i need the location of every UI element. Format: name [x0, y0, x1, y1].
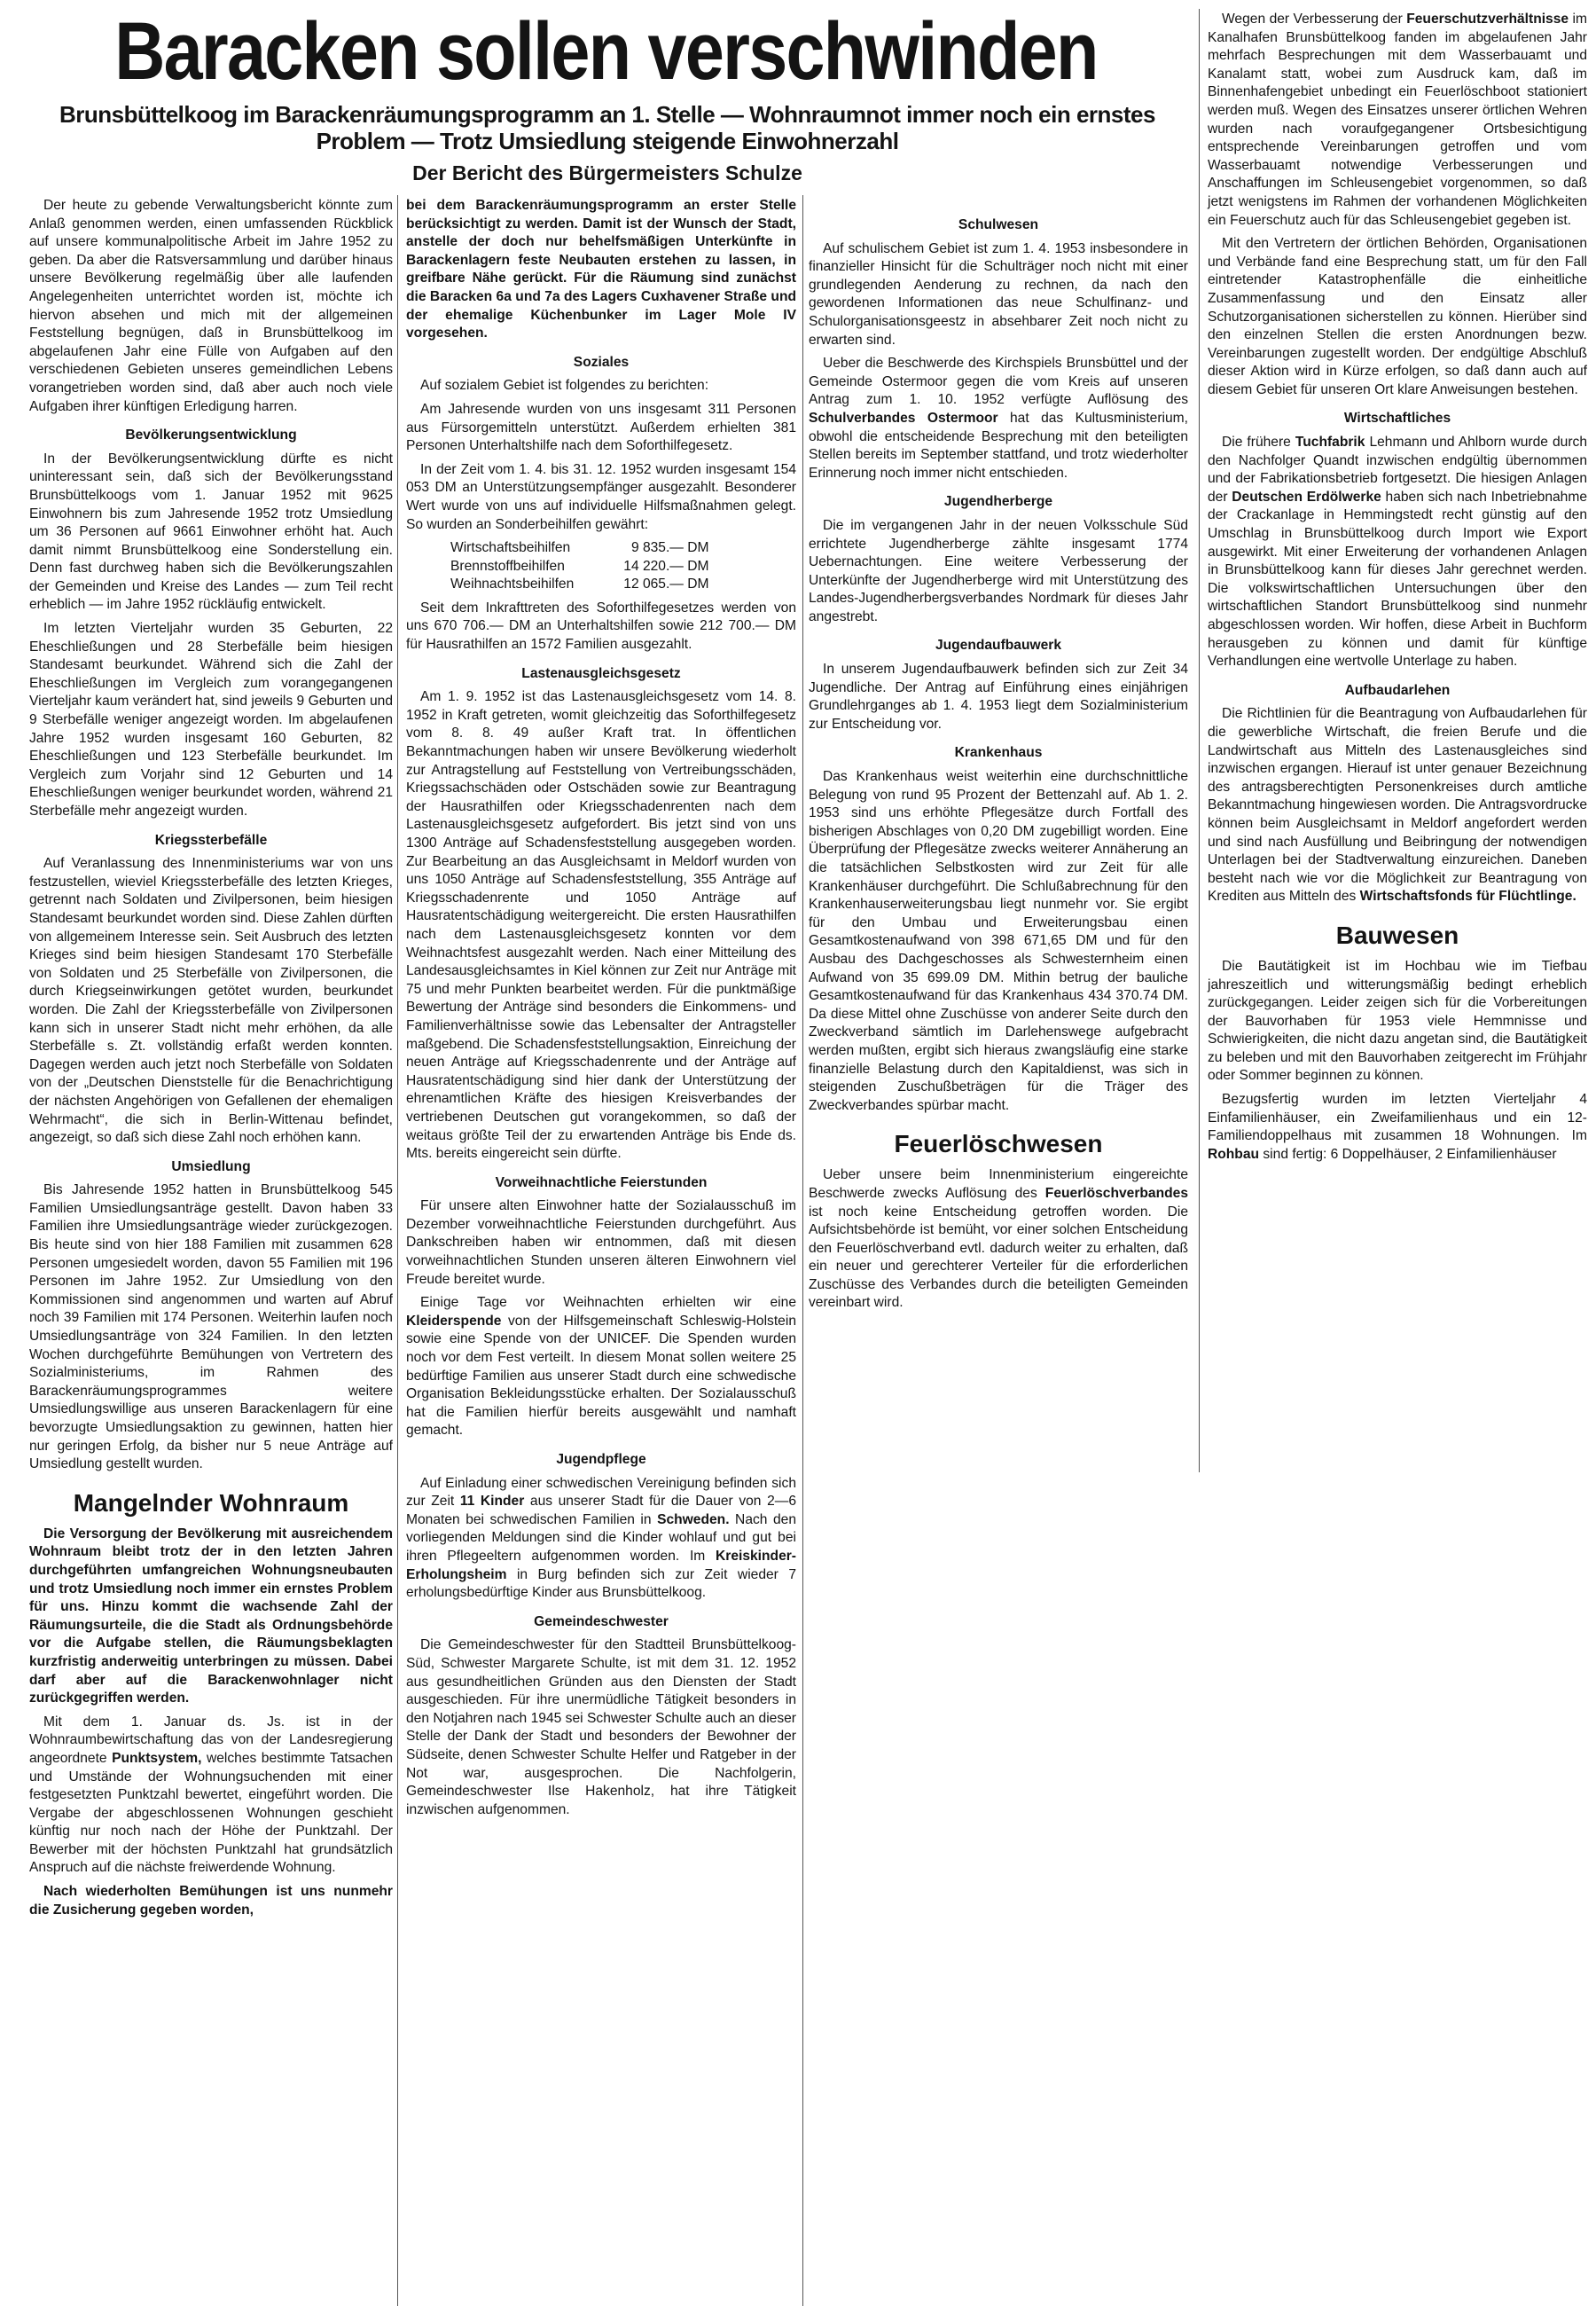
subsection-heading: Bevölkerungsentwicklung — [125, 428, 297, 443]
allowance-amount: 12 065.— DM — [623, 577, 709, 592]
subsection-heading: Gemeindeschwester — [534, 1613, 669, 1629]
headline-container — [16, 5, 1195, 98]
subsection-heading: Kriegssterbefälle — [154, 832, 268, 848]
bold-text-run: Feuerschutzverhältnisse — [1406, 12, 1569, 27]
subsection-heading: Aufbaudarlehen — [1344, 682, 1451, 698]
section-title: Bauwesen — [1335, 921, 1459, 949]
allowance-table — [450, 539, 715, 594]
table-row — [450, 539, 715, 558]
text-run: Auf Veranlassung des Innenministeriums war von uns festzustellen, wieviel Kriegssterbefälle des letzten Krieges, getrennt nach Soldaten und Zivilpersonen, beim hiesigen Standesamt beurkundet worden sind. Diese Zahlen dürften von allgemeinem Interesse sein. Seit Ausbruch des letzten Krieges sind beim hiesigen Standesamt 170 Sterbefälle von Soldaten und 25 Sterbefälle von Zivilpersonen, die durch Kriegseinwirkungen getötet wurden, beurkundet worden. Die Zahl der Kriegssterbefälle von Zivilpersonen kann sich in unserer Stadt nicht mehr erhöhen, da alle Sterbefälle s. Zt. vollständig erfaßt werden konnten. Dagegen werden auch jetzt noch Sterbefälle von Soldaten von der „Deutschen Dienststelle für die Benachrichtigung der nächsten Angehörigen von Gefallenen der ehemaligen Wehrmacht“, die sich in Berlin-Wittenau befindet, angezeigt, so daß sich diese Zahl noch erhöhen kann. — [29, 856, 393, 1146]
subsection-heading: Lastenausgleichsgesetz — [521, 665, 681, 681]
text-run: aus unserer Stadt für die Dauer von 2—6 Monaten bei schwedischen Familien in — [406, 1494, 797, 1527]
text-run: Einige Tage vor Weihnachten erhielten wir eine — [420, 1295, 796, 1311]
text-run: In der Zeit vom 1. 4. bis 31. 12. 1952 wurden insgesamt 154 053 DM an Unterstützungsempfänger ausgezahlt. Besonderer Wert wurde von uns auf individuelle Hilfsmaßnahmen gelegt. So wurden an Sonderbeihilfen gewährt: — [406, 461, 796, 532]
paragraph — [809, 517, 1188, 627]
bold-text-run: Tuchfabrik — [1295, 435, 1365, 451]
text-run: Für unsere alten Einwohner hatte der Sozialausschuß im Dezember vorweihnachtliche Feierstunden durchgeführt. Aus Dankschreiben haben wir entnommen, daß mit diesen vorweihnachtlichen Stunden unseren älteren Einwohnern viel Freude bereitet wurde. — [406, 1198, 796, 1287]
bold-text-run: Kleiderspende — [406, 1313, 502, 1329]
subsection-heading: Umsiedlung — [171, 1158, 251, 1174]
column-rule — [1199, 9, 1200, 1472]
text-run: Die im vergangenen Jahr in der neuen Volksschule Süd errichtete Jugendherberge zählte insgesamt 1774 Uebernachtungen. Eine weitere Verbesserung der Unterkünfte der Jugendherberge wird mit Unterstützung des Landes-Jugendherbergsverbandes Nordmark für dieses Jahr angestrebt. — [809, 517, 1188, 624]
paragraph — [406, 600, 796, 655]
text-run: In unserem Jugendaufbauwerk befinden sich zur Zeit 34 Jugendliche. Der Antrag auf Einführung eines einjährigen Grundlehrganges ab 1. 4. 1953 liegt dem Sozialministerium zur Entscheidung vor. — [809, 662, 1188, 732]
article-column-1 — [29, 197, 393, 1925]
text-run: bei dem Barackenräumungsprogramm an erster Stelle berücksichtigt zu werden. Damit ist der Wunsch der Stadt, anstelle der doch nur behelfsmäßigen Unterkünfte in Barackenlagern feste Neubauten erstehen zu lassen, in greifbare Nähe gerückt. Für die Räumung sind zunächst die Baracken 6a und 7a des Lagers Cuxhavener Straße und der ehemalige Küchenbunker im Lager Mole IV vorgesehen. — [406, 198, 796, 341]
text-run: Die Versorgung der Bevölkerung mit ausreichendem Wohnraum bleibt trotz der in den letzten Jahren durchgeführten umfangreichen Wohnungsneubauten und trotz Umsiedlung noch immer ein ernstes Problem für uns. Hinzu kommt die wachsende Zahl der Räumungsurteile, die die Stadt als Ordnungsbehörde vor die Aufgabe stellen, die Räumungsbeklagten kurzfristig anderweitig unterbringen zu müssen. Dabei darf aber auf die Barackenwohnlager nicht zurückgegriffen werden. — [29, 1526, 393, 1706]
article-column-2 — [406, 197, 796, 1824]
text-run: haben sich nach Inbetriebnahme der Crackanlage in Hemmingstedt recht günstig auf den Umschlag in Brunsbüttelkoog durch Import wie Export ausgewirkt. Mit einer Erweiterung der vorhandenen Anlagen in Brunsbüttelkoog kann für dieses Jahr gerechnet werden. Die volkswirtschaftlichen Untersuchungen über den wirtschaftlichen Standort Brunsbüttelkoog sind nunmehr abgeschlossen worden. Wir hoffen, diese Arbeit in Buchform herausgeben zu können und damit für künftige Verhandlungen eine wertvolle Unterlage zu haben. — [1208, 489, 1588, 670]
text-run: Auf Einladung einer schwedischen Vereinigung befinden sich zur Zeit — [406, 1475, 796, 1510]
text-run: sind fertig: 6 Doppelhäuser, 2 Einfamilienhäuser — [1259, 1146, 1557, 1162]
bold-text-run: Schweden. — [657, 1511, 730, 1527]
paragraph — [1208, 958, 1587, 1086]
text-run: Die frühere — [1222, 435, 1295, 451]
bold-text-run: Deutschen Erdölwerke — [1232, 489, 1381, 505]
paragraph — [406, 1636, 796, 1819]
text-run: In der Bevölkerungsentwicklung dürfte es nicht uninteressant sein, daß sich der Bevölkerungsstand Brunsbüttelkoogs vom 1. Januar 1952 mit 9625 Einwohnern bis zum Jahresende 1952 trotz Umsiedlung um 36 Personen auf 9661 Einwohner erhöht hat. Auch damit nimmt Brunsbüttelkoog eine Sonderstellung ein. Denn fast durchweg haben sich die Bevölkerungszahlen der Gemeinden und Kreise des Landes — zum Teil recht erheblich — im Jahre 1952 rückläufig entwickelt. — [29, 451, 393, 613]
section-title: Mangelnder Wohnraum — [73, 1488, 349, 1517]
text-run: im Kanalhafen Brunsbüttelkoog fanden im abgelaufenen Jahr mehrfach Besprechungen mit dem Wasserbauamt und Kanalamt statt, wobei zum Ausdruck kam, daß im Binnenhafengebiet unbedingt ein Feuerlöschboot stationiert werden muß. Wegen des Einsatzes unserer örtlichen Wehren wurden nach voraufgegangener Ortsbesichtigung entsprechende Vereinbarungen getroffen und vom Wasserbauamt notwendige Verbesserungen und Anschaffungen im Schleusengebiet vorgenommen, so daß jetzt wenigstens im Rahmen der vorhandenen Möglichkeiten ein Feuerschutz auch für das Schleusengebiet gegeben ist. — [1208, 12, 1587, 228]
paragraph — [406, 401, 796, 456]
text-run: Seit dem Inkrafttreten des Soforthilfegesetzes werden von uns 670 706.— DM an Unterhaltshilfen sowie 212 700.— DM für Hausrathilfen an 1572 Familien ausgezahlt. — [406, 600, 796, 653]
subsection-heading: Vorweihnachtliche Feierstunden — [495, 1174, 708, 1190]
text-run: Wegen der Verbesserung der — [1222, 12, 1407, 27]
allowance-label: Brennstoffbeihilfen — [450, 558, 565, 574]
paragraph — [406, 197, 796, 343]
text-run: von der Hilfsgemeinschaft Schleswig-Holstein sowie eine Spende von der UNICEF. Die Spenden wurden noch vor dem Fest verteilt. In diesem Monat sollen weitere 25 bedürftige Familien aus unserer Stadt durch eine schwedische Organisation Bekleidungsstücke erhalten. Der Sozialausschuß hat die Familien hierfür bereits ausgewählt und namhaft gemacht. — [406, 1313, 796, 1439]
text-run: hat das Kultusministerium, obwohl die entscheidende Besprechung mit den beteiligten Stellen bereits im September stattfand, und trotz wiederholter Erinnerung noch immer nicht entschieden. — [809, 410, 1188, 481]
bold-text-run: Wirtschaftsfonds für Flüchtlinge. — [1359, 889, 1576, 905]
paragraph — [29, 1181, 393, 1474]
paragraph — [406, 461, 796, 534]
text-run: Am 1. 9. 1952 ist das Lastenausgleichsgesetz vom 14. 8. 1952 in Kraft getreten, womit gleichzeitig das Soforthilfegesetz vom 8. 8. 49 außer Kraft trat. In öffentlichen Bekanntmachungen haben wir unsere Bevölkerung wiederholt zur Antragstellung auf Feststellung von Vertreibungsschäden, Kriegssachschäden oder Ostschäden sowie zur Beantragung der Hausrathilfen oder Kriegsschadenrenten nach dem Lastenausgleichsgesetz aufgefordert. Bis jetzt sind von uns 1300 Anträge auf Schadensfeststellung ausgegeben worden. Zur Bearbeitung an das Ausgleichsamt in Meldorf wurden von uns 1050 Anträge auf Schadensfeststellung, 355 Anträge auf Kriegsschadenrente und 1050 Anträge auf Hausratentschädigung weitergereicht. Die ersten Hausrathilfen nach dem Lastenausgleichsgesetz konnten vor dem Weihnachtsfest ausgezahlt werden. Nach einer Mitteilung des Landesausgleichsamtes in Kiel können zur Zeit nur Anträge mit 75 und mehr Punkten bearbeitet werden. Für die punktmäßige Bewertung der Anträge sind besonders die Einkommens- und Familienverhältnisse sowie das Lebensalter der Antragsteller maßgebend. Die Schadensfeststellungsaktion, Einreichung der neuen Anträge auf Kriegsschadenrente und der Anträge auf Hausratentschädigung sind hier dank der Unterstützung der ehrenamtlichen Kräfte des hiesigen Kreisverbandes der vertriebenen Deutschen gut vorangekommen, so daß der weitaus größte Teil der zu erwartenden Anträge bis Ende ds. Mts. bereits eingereicht sein dürfte. — [406, 689, 796, 1162]
bold-text-run: Punktsystem, — [112, 1750, 202, 1766]
subsection-heading: Jugendpflege — [556, 1452, 646, 1467]
paragraph — [29, 1714, 393, 1878]
section-title: Feuerlöschwesen — [894, 1130, 1103, 1158]
bold-text-run: Schulverbandes Ostermoor — [809, 410, 998, 426]
paragraph — [809, 355, 1188, 482]
allowance-label: Wirtschaftsbeihilfen — [450, 540, 571, 556]
subsection-heading: Soziales — [573, 354, 630, 370]
text-run: in Burg befinden sich zur Zeit wieder 7 erholungsbedürftige Kinder aus Brunsbüttelkoog. — [406, 1566, 796, 1601]
paragraph — [809, 240, 1188, 350]
paragraph — [809, 768, 1188, 1115]
allowance-label: Weihnachtsbeihilfen — [450, 577, 575, 592]
subsection-heading: Wirtschaftliches — [1343, 411, 1451, 427]
paragraph — [1208, 235, 1587, 399]
subheadline: Brunsbüttelkoog im Barackenräumungsprogramm an 1. Stelle — Wohnraumnot immer noch ein ernstes Problem — Trotz Umsiedlung steigende Einwohnerzahl — [59, 101, 1155, 154]
paragraph — [29, 197, 393, 416]
article-column-4 — [1208, 11, 1587, 1169]
bold-text-run: Feuerlöschverbandes — [1044, 1185, 1188, 1201]
text-run: Am Jahresende wurden von uns insgesamt 311 Personen aus Fürsorgemitteln unterstützt. Außerdem erhielten 381 Personen Unterhaltshilfe nach dem Soforthilfegesetz. — [406, 401, 796, 454]
subsection-heading: Jugendherberge — [943, 494, 1053, 510]
paragraph — [29, 1883, 393, 1919]
text-run: Ueber unsere beim Innenministerium eingereichte Beschwerde zwecks Auflösung des — [809, 1167, 1188, 1201]
paragraph — [1208, 11, 1587, 230]
paragraph — [406, 1475, 796, 1603]
bold-text-run: 11 Kinder — [459, 1494, 525, 1510]
text-run: Bis Jahresende 1952 hatten in Brunsbüttelkoog 545 Familien Umsiedlungsanträge gestellt. Davon haben 33 Familien ihre Umsiedlungsanträge wieder zurückgezogen. Bis heute sind von hier 188 Familien mit zusammen 628 Personen umgesiedelt worden, davon 55 Familien mit 196 Personen im Jahre 1952. Zur Umsiedlung von den Kommissionen sind angenommen und warten auf Abruf noch 39 Familien mit 174 Personen. Weiterhin laufen noch Umsiedlungsanträge von 324 Familien. In den letzten Wochen durchgeführte Bemühungen von Vertretern des Sozialministeriums, im Rahmen des Barackenräumungsprogrammes weitere Umsiedlungswillige aus unseren Barackenlagern für eine bevorzugte Umsiedlungsaktion zu gewinnen, hatten hier nur geringen Erfolg, da bisher nur 5 neue Anträge auf Umsiedlung gestellt wurden. — [29, 1182, 393, 1472]
text-run: Bezugsfertig wurden im letzten Vierteljahr 4 Einfamilienhäuser, ein Zweifamilienhaus und ein 12-Familiendoppelhaus mit zusammen 18 Wohnungen. Im — [1208, 1092, 1587, 1144]
text-run: Die Richtlinien für die Beantragung von Aufbaudarlehen für die gewerbliche Wirtschaft, die freien Berufe und die Landwirtschaft aus Mitteln des Lastenausgleiches sind inzwischen ergangen. Hierauf ist unter genauer Bezeichnung des antragsberechtigten Personenkreises durch amtliche Bekanntmachung hingewiesen worden. Die Antragsvordrucke können beim Ausgleichsamt in Meldorf angefordert werden und sind nach Ausfüllung und Beibringung der notwendigen Unterlagen bei der Stadtverwaltung einzureichen. Daneben besteht nach wie vor die Möglichkeit zur Beantragung von Krediten aus Mitteln des — [1208, 706, 1587, 905]
paragraph — [1208, 705, 1587, 906]
paragraph — [809, 661, 1188, 733]
paragraph — [1208, 1091, 1587, 1164]
allowance-amount: 14 220.— DM — [623, 558, 709, 574]
table-row — [450, 558, 715, 577]
allowance-amount: 9 835.— DM — [630, 540, 709, 556]
column-rule — [802, 195, 803, 2306]
byline-heading: Der Bericht des Bürgermeisters Schulze — [412, 161, 802, 184]
text-run: Auf schulischem Gebiet ist zum 1. 4. 1953 insbesondere in finanzieller Hinsicht für die Schulträger noch nicht mit einer grundlegenden Aenderung zu rechnen, da nach den gewordenen Informationen das neue Schulfinanz- und Schulorganisationsgeestz in absehbarer Zeit noch nicht zu erwarten sind. — [809, 240, 1188, 348]
text-run: Die Bautätigkeit ist im Hochbau wie im Tiefbau jahreszeitlich und witterungsmäßig bedingt erheblich zurückgegangen. Leider zeigen sich für die Vorbereitungen der Bauvorhaben für 1953 viele Hemmnisse und Schwierigkeiten, die nicht dazu angetan sind, die Bautätigkeit zu beleben und mit den Bauvorhaben zeitgerecht im Frühjahr oder Sommer beginnen zu können. — [1208, 958, 1587, 1084]
bold-text-run: Kreiskinder-Erholungsheim — [406, 1548, 796, 1582]
text-run: welches bestimmte Tatsachen und Umstände der Wohnungsuchenden mit einer festgesetzten Punktzahl bewertet, eingeführt worden. Die Vergabe der abgeschlossenen Wohnungen geschieht künftig nur noch nach der Höhe der Punktzahl. Der Bewerber mit der höchsten Punktzahl hat grundsätzlich Anspruch auf die nächste freiwerdende Wohnung. — [29, 1750, 394, 1876]
text-run: Lehmann und Ahlborn wurde durch den Nachfolger Quandt inzwischen endgültig übernommen und der Fabrikationsbetrieb fortgesetzt. Die hiesigen Anlagen der — [1208, 435, 1587, 505]
headline: Baracken sollen verschwinden — [113, 6, 1098, 97]
subsection-heading: Krankenhaus — [954, 745, 1043, 761]
paragraph — [29, 451, 393, 615]
text-run: Die Gemeindeschwester für den Stadtteil Brunsbüttelkoog-Süd, Schwester Margarete Schulte, ist mit dem 31. 12. 1952 aus gesundheitlichen Gründen aus den Diensten der Stadt ausgeschieden. Für ihre unermüdliche Tätigkeit besonders in den Notjahren nach 1945 sei Schwester Schulte auch an dieser Stelle der Dank der Stadt und besonders der Bewohner der Südseite, denen Schwester Schulte Helfer und Ratgeber in der Not war, ausgesprochen. Die Nachfolgerin, Gemeindeschwester Ilse Hakenholz, hat ihre Tätigkeit inzwischen aufgenommen. — [406, 1637, 796, 1817]
paragraph — [406, 377, 796, 396]
paragraph — [29, 855, 393, 1148]
article-column-3 — [809, 206, 1188, 1318]
text-run: ist noch keine Entscheidung getroffen worden. Die Aufsichtsbehörde ist bemüht, vor einer solchen Entscheidung den Feuerlöschverband evtl. dadurch weiter zu erhalten, daß ein neuer und gerechterer Verteiler für die erforderlichen Zuschüsse des Verbandes durch die beteiligten Gemeinden vereinbart wird. — [809, 1204, 1188, 1311]
paragraph — [29, 1526, 393, 1708]
text-run: Der heute zu gebende Verwaltungsbericht könnte zum Anlaß genommen werden, einen umfassenden Rückblick auf unsere kommunalpolitische Arbeit im Jahre 1952 zu geben. Da aber die Ratsversammlung und darüber hinaus unsere Bevölkerung regelmäßig über alle laufenden Angelegenheiten unterrichtet worden ist, möchte ich hiervon absehen und mich mit der allgemeinen Feststellung begnügen, daß in Brunsbüttelkoog im abgelaufenen Jahr eine Fülle von Aufgaben auf den verschiedenen Gebieten unseres gemeindlichen Lebens vorangetrieben worden sind, daß aber auch noch viele Aufgaben ihrer künftigen Erledigung harren. — [29, 198, 393, 414]
text-run: Auf sozialem Gebiet ist folgendes zu berichten: — [420, 378, 709, 394]
text-run: Im letzten Vierteljahr wurden 35 Geburten, 22 Eheschließungen und 28 Sterbefälle beim hiesigen Standesamt beurkundet. Während sich die Zahl der Eheschließungen im Vergleich zum vorangegangenen Vierteljahr kaum verändert hat, sind jeweils 9 Geburten und 9 Sterbefälle weniger angezeigt worden. Im abgelaufenen Jahre 1952 wurden insgesamt 160 Geburten, 82 Eheschließungen und 123 Sterbefälle beurkundet. Im Vergleich zum Vorjahr sind 12 Geburten und 14 Eheschließungen weniger beurkundet worden, während 21 Sterbefälle mehr angezeigt wurden. — [29, 621, 393, 819]
column-rule — [397, 195, 398, 2306]
paragraph — [406, 1197, 796, 1289]
bold-text-run: Rohbau — [1208, 1146, 1260, 1162]
text-run: Das Krankenhaus weist weiterhin eine durchschnittliche Belegung von rund 95 Prozent der Bettenzahl auf. Ab 1. 2. 1953 sind uns erhöhte Pflegesätze durch Fortfall des bisherigen Abschlages von 0,20 DM zugebilligt worden. Eine Überprüfung der Pflegesätze zwecks weiterer Annäherung an die tatsächlichen Selbstkosten wird zur Zeit für alle Krankenhäuser durchgeführt. Die Schlußabrechnung für den Krankenhauserweiterungsbau liegt nunmehr vor. Sie ergibt für den Umbau und Erweiterungsbau einen Gesamtkostenaufwand von 398 671,65 DM und für den Ausbau des Dachgeschosses als Schwesternheim einen Aufwand von 35 699.09 DM. Mithin betrug der bauliche Gesamtkostenaufwand für das Krankenhaus 434 370.74 DM. Da diese Mittel ohne Zuschüsse von anderer Seite durch den Zweckverband sämtlich im Darlehenswege aufgebracht werden mußten, ergibt sich hieraus zwangsläufig eine starke finanzielle Belastung durch den Kapitaldienst, was sich in steigenden Zuschußbeträgen für die Träger des Zweckverbandes spürbar macht. — [809, 769, 1188, 1113]
paragraph — [1208, 434, 1587, 671]
text-run: Mit dem 1. Januar ds. Js. ist in der Wohnraumbewirtschaftung das von der Landesregierung angeordnete — [29, 1714, 393, 1766]
paragraph — [406, 688, 796, 1163]
subsection-heading: Schulwesen — [958, 217, 1039, 232]
table-row — [450, 576, 715, 594]
text-run: Nach wiederholten Bemühungen ist uns nunmehr die Zusicherung gegeben worden, — [29, 1884, 393, 1918]
text-run: Ueber die Beschwerde des Kirchspiels Brunsbüttel und der Gemeinde Ostermoor gegen die vom Kreis auf unseren Antrag zum 1. 10. 1952 verfügte Auflösung des — [809, 356, 1188, 408]
text-run: Nach den vorliegenden Meldungen sind die Kinder wohlauf und gut bei ihren Pflegeeltern aufgenommen worden. Im — [406, 1511, 796, 1564]
paragraph — [809, 1166, 1188, 1313]
text-run: Mit den Vertretern der örtlichen Behörden, Organisationen und Verbände fand eine Besprechung statt, um für den Fall eintretender Katastrophenfälle die einheitliche Zusammenfassung und den Einsatz aller Schutzorganisationen sicherstellen zu können. Hierüber sind den einzelnen Stellen die ersten Anordnungen bezw. Vereinbarungen zugestellt worden. Der endgültige Abschluß dieser Aktion wird in Kürze erfolgen, so daß dann auch auf diesem Gebiet für unseren Ort klare Anweisungen bestehen. — [1208, 236, 1587, 397]
paragraph — [406, 1294, 796, 1440]
paragraph — [29, 620, 393, 821]
subsection-heading: Jugendaufbauwerk — [935, 638, 1062, 654]
